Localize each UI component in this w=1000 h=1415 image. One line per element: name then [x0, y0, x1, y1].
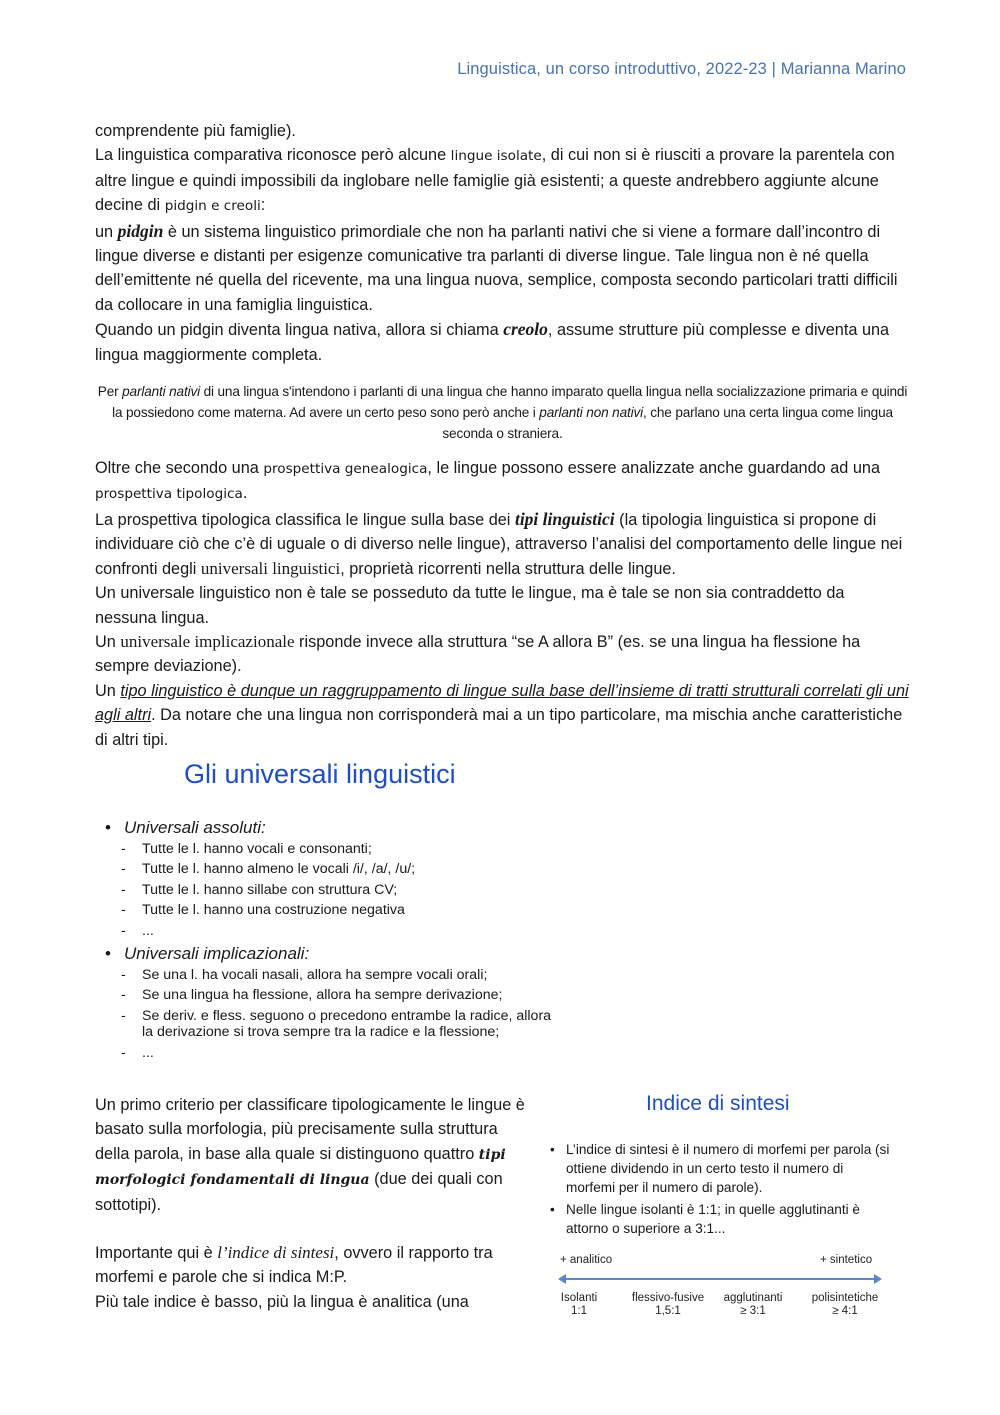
category-name: flessivo-fusive [631, 1292, 705, 1304]
dash-icon: - [121, 987, 126, 1004]
scale-line [560, 1278, 878, 1280]
category-ratio: ≥ 4:1 [832, 1305, 858, 1317]
category-flessivo-fusive [618, 1292, 718, 1318]
underlined-definition: tipo linguistico è dunque un raggruppamento di lingue sulla base dell’insieme di tratti strutturali correlati gli uni agli altri [95, 681, 909, 725]
term-lingue-isolate: lingue isolate [450, 148, 542, 165]
text-span: un [95, 222, 118, 241]
category-ratio: 1:1 [571, 1305, 587, 1317]
text-line: comprendente più famiglie). [95, 122, 296, 140]
dash-icon: - [121, 861, 126, 878]
paragraph [95, 119, 910, 143]
text-span: , le lingue possono essere analizzate anche guardando ad una [427, 459, 881, 478]
text-span: , che parlano una certa lingua come lingua seconda o straniera. [442, 405, 893, 442]
text-span: è un sistema linguistico primordiale che non ha parlanti nativi che si viene a formare dall’incontro di lingue diverse e distanti per esigenze comunicative tra parlanti di diverse lingue. Tale lingua non è né quella dell’emittente né quella del ricevente, ma una lingua nuova, semplice, composta secondo particolari tratti difficili da collocare in una famiglia linguistica. [95, 222, 898, 314]
term-tipi-morfologici: tipi morfologici fondamentali di lingua [95, 1146, 506, 1189]
paragraph [95, 219, 910, 318]
list-item-text: Nelle lingue isolanti è 1:1; in quelle agglutinanti è attorno o superiore a 3:1... [566, 1202, 860, 1236]
slide-title: Gli universali linguistici [184, 759, 456, 789]
list-item-text: Se deriv. e fless. seguono o precedono entrambe la radice, allora la derivazione si trova sempre tra la radice e la flessione; [142, 1007, 552, 1041]
dash-icon: - [121, 1007, 126, 1024]
text-span: Per [97, 384, 123, 400]
group-heading-label: Universali assoluti: [124, 818, 266, 837]
slide-indice-di-sintesi [548, 1090, 898, 1330]
category-agglutinanti [713, 1292, 793, 1318]
category-name: polisintetiche [811, 1292, 879, 1304]
arrow-right-icon [874, 1274, 882, 1284]
dash-icon: - [121, 841, 126, 857]
term-parlanti-nativi: parlanti nativi [122, 384, 200, 400]
list-item [121, 967, 561, 983]
term-pidgin-creoli: pidgin e creoli [164, 198, 261, 215]
text-span: Un [95, 681, 121, 700]
lower-text [95, 1093, 535, 1314]
paragraph [95, 581, 910, 630]
group-universali-assoluti [105, 818, 415, 943]
term-universale-implicazionale: universale implicazionale [120, 631, 295, 651]
text-span: La linguistica comparativa riconosce però alcune [95, 146, 451, 165]
text-span: La prospettiva tipologica classifica le lingue sulla base dei [95, 510, 515, 529]
list-item [121, 861, 415, 877]
term-indice-di-sintesi: l’indice di sintesi [217, 1243, 335, 1263]
list-item-text: ... [142, 1044, 154, 1061]
bullet-list [550, 1140, 895, 1241]
slide-universali [95, 755, 555, 1085]
list-item [121, 1008, 561, 1041]
text-span: Un [95, 632, 121, 651]
paragraph [95, 1241, 535, 1290]
list-item-text: Tutte le l. hanno almeno le vocali /i/, /a/, /u/; [142, 861, 416, 878]
list-item [121, 882, 415, 898]
slide-title: Indice di sintesi [646, 1092, 790, 1115]
text-span: di una lingua s'intendono i parlanti di una lingua che hanno imparato quella lingua nella socializzazione primaria e quindi la possiedono come materna. Ad avere un certo peso sono però anche i [112, 384, 908, 421]
paragraph [95, 630, 910, 679]
text-span: (due dei quali con sottotipi). [95, 1170, 503, 1214]
paragraph [95, 507, 910, 581]
text-span: Oltre che secondo una [95, 459, 264, 478]
list [105, 967, 561, 1061]
dash-icon: - [121, 881, 126, 898]
list-item [121, 923, 415, 939]
text-span: risponde invece alla struttura “se A allora B” (es. se una lingua ha flessione ha sempre deviazione). [95, 632, 861, 676]
text-span: , ovvero il rapporto tra morfemi e parole che si indica M:P. [95, 1244, 493, 1287]
paragraph [95, 1290, 535, 1314]
text-span: Importante qui è [95, 1244, 218, 1263]
list-item-text: Se una l. ha vocali nasali, allora ha sempre vocali orali; [142, 967, 488, 983]
bullet-icon: • [105, 944, 111, 963]
category-name: agglutinanti [723, 1292, 783, 1304]
paragraph [95, 317, 910, 367]
category-ratio: 1,5:1 [655, 1305, 681, 1317]
term-prospettiva-tipologica: prospettiva tipologica [95, 486, 243, 503]
list-item-text: L’indice di sintesi è il numero di morfemi per parola (si ottiene dividendo in un certo testo il numero di morfemi per il numero di parole). [566, 1142, 890, 1195]
group-heading-label: Universali implicazionali: [124, 944, 310, 963]
text-span: Un primo criterio per classificare tipologicamente le lingue è basato sulla morfologia, più precisamente sulla struttura della parola, in base alla quale si distinguono quattro [95, 1096, 525, 1163]
category-ratio: ≥ 3:1 [740, 1305, 766, 1317]
bullet-icon: • [550, 1142, 555, 1157]
list-item-text: Tutte le l. hanno una costruzione negativa [142, 902, 405, 919]
dash-icon: - [121, 902, 126, 919]
category-isolanti [554, 1292, 604, 1318]
category-name: Isolanti [560, 1292, 598, 1304]
dash-icon: - [121, 967, 126, 983]
category-polisintetiche [800, 1292, 890, 1318]
paragraph [95, 1093, 535, 1217]
text-span: Quando un pidgin diventa lingua nativa, allora si chiama [95, 321, 504, 340]
list [105, 841, 415, 939]
text-span: , proprietà ricorrenti nella struttura delle lingue. [340, 559, 676, 578]
group-universali-implicazionali [105, 944, 561, 1065]
text-span: . Da notare che una lingua non corrisponderà mai a un tipo particolare, ma mischia anche caratteristiche di altri tipi. [95, 706, 903, 749]
dash-icon: - [121, 1044, 126, 1061]
paragraph [95, 456, 910, 507]
term-prospettiva-genealogica: prospettiva genealogica [263, 461, 428, 478]
paragraph [95, 679, 910, 752]
text-span: : [260, 196, 266, 215]
text-span: Un universale linguistico non è tale se posseduto da tutte le lingue, ma è tale se non sia contraddetto da nessuna lingua. [95, 584, 845, 627]
term-tipi-linguistici: tipi linguistici [514, 508, 615, 529]
bullet-icon: • [105, 818, 111, 837]
text-span: . [242, 484, 248, 503]
list-item-text: Tutte le l. hanno sillabe con struttura CV; [142, 881, 398, 898]
list-item [121, 987, 561, 1003]
group-heading [105, 944, 561, 964]
term-parlanti-non-nativi: parlanti non nativi [539, 405, 643, 421]
list-item [121, 902, 415, 918]
term-pidgin: pidgin [117, 220, 164, 241]
scale-label-analitico: + analitico [560, 1254, 613, 1266]
list-item [121, 841, 415, 857]
group-heading [105, 818, 415, 838]
main-text [95, 119, 910, 752]
text-span: Più tale indice è basso, più la lingua è analitica (una [95, 1292, 469, 1311]
text-span: , assume strutture più complesse e diventa una lingua maggiormente completa. [95, 321, 890, 364]
list-item [550, 1200, 895, 1238]
note-box [95, 381, 910, 444]
text-span: , di cui non si è riusciti a provare la parentela con altre lingue e quindi impossibili da inglobare nelle famiglie già esistenti; a queste andrebbero aggiunte alcune decine di [95, 146, 895, 215]
list-item-text: ... [142, 922, 154, 939]
paragraph [95, 143, 910, 218]
list-item-text: Se una lingua ha flessione, allora ha sempre derivazione; [142, 987, 503, 1004]
term-creolo: creolo [503, 319, 548, 340]
dash-icon: - [121, 922, 126, 939]
list-item-text: Tutte le l. hanno vocali e consonanti; [142, 841, 372, 857]
list-item [550, 1140, 895, 1197]
running-header: Linguistica, un corso introduttivo, 2022-23 | Marianna Marino [457, 60, 906, 78]
text-span: (la tipologia linguistica si propone di individuare ciò che c’è di uguale o di diverso nelle lingue), attraverso l’analisi del comportamento delle lingue nei confronti degli [95, 510, 903, 578]
list-item [121, 1045, 561, 1061]
bullet-icon: • [550, 1202, 555, 1217]
term-universali-linguistici: universali linguistici [200, 558, 341, 578]
scale-label-sintetico: + sintetico [820, 1254, 873, 1266]
